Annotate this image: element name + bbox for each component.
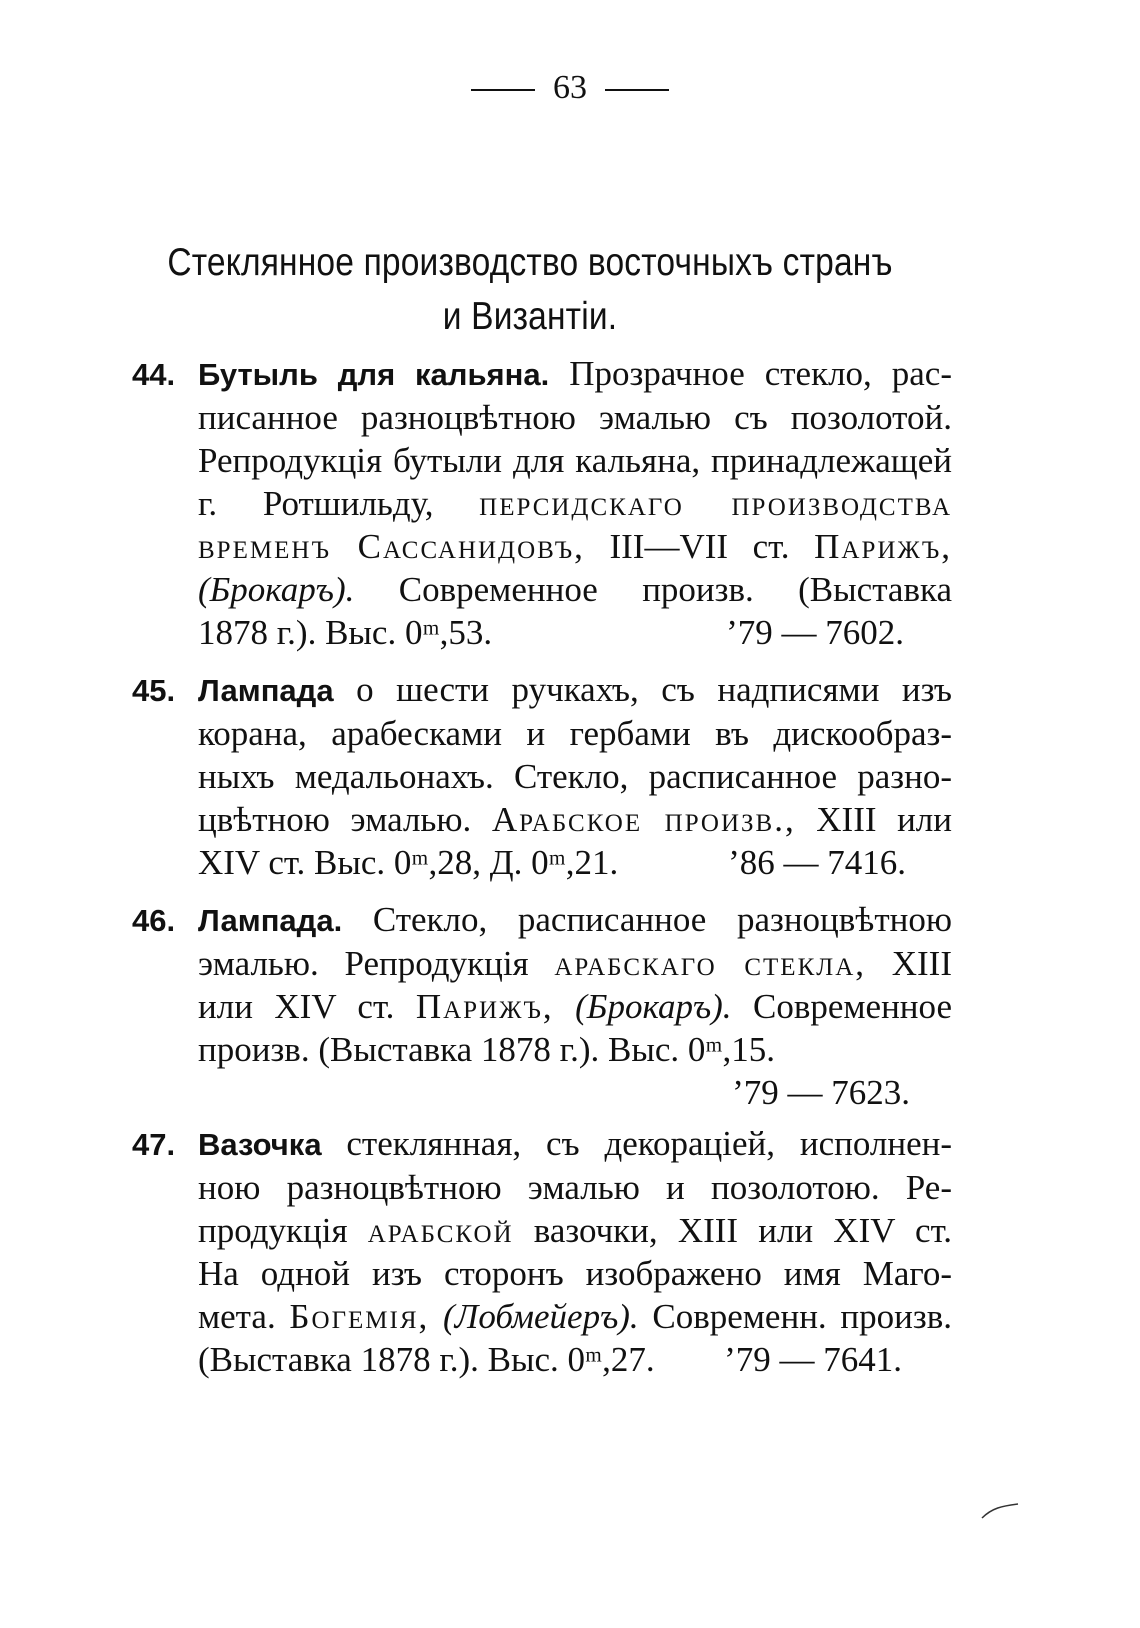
section-title-line-2: и Византіи.: [442, 295, 618, 338]
catalog-entry-46: [132, 898, 952, 1114]
entry-text: Современн. произв.: [638, 1297, 952, 1336]
entry-reference: ’79 — 7641.: [724, 1340, 902, 1379]
entry-reference: ’86 — 7416.: [728, 843, 906, 882]
entry-text: (Выставка 1878 г.). Выс. 0ᵐ,27.: [198, 1340, 655, 1379]
page-number: [0, 68, 1140, 108]
entry-reference: ’79 — 7623.: [732, 1073, 910, 1112]
entry-line: [132, 668, 952, 712]
catalog-entry-44: [132, 352, 952, 654]
entry-text: о шести ручкахъ, съ надписями изъ: [333, 670, 952, 709]
entry-term: Лампада: [198, 673, 334, 708]
entry-smallcaps: Арабское произв.,: [491, 800, 796, 839]
entry-number: 46.: [132, 903, 176, 938]
entry-text: эмалью. Репродукція: [198, 944, 555, 983]
entry-reference: ’79 — 7602.: [726, 613, 904, 652]
entry-text: 1878 г.). Выс. 0ᵐ,53.: [198, 613, 493, 652]
entry-line: [132, 942, 952, 985]
entry-text: продукція: [198, 1211, 368, 1250]
page-number-dash-right: [605, 89, 669, 91]
entry-line: [132, 352, 952, 396]
entry-line: [132, 482, 952, 525]
entry-text: г. Ротшильду,: [198, 484, 480, 523]
entry-italic: (Брокаръ).: [198, 570, 355, 609]
entry-text: Прозрачное стекло, рас-: [549, 354, 952, 393]
catalog-entry-45: [132, 668, 952, 884]
entry-line: корана, арабесками и гербами въ дискообраз-: [198, 714, 952, 753]
section-title-line-1: Стеклянное производство восточныхъ странъ: [167, 241, 893, 284]
entry-text: XIII или: [795, 800, 953, 839]
entry-line: [132, 568, 952, 611]
entry-text: мета.: [198, 1297, 290, 1336]
entry-term: Вазочка: [198, 1127, 322, 1162]
entry-line: [132, 898, 952, 942]
entry-text: или XIV ст.: [198, 987, 416, 1026]
entry-smallcaps: Богемія,: [289, 1297, 430, 1336]
page-number-dash-left: [471, 89, 535, 91]
entry-line: [132, 985, 952, 1028]
entry-text: Стекло, расписанное разноцвѣтною: [342, 900, 952, 939]
entry-text: Современное произв. (Выставка: [354, 570, 952, 609]
entry-line: [132, 1122, 952, 1166]
entry-text: цвѣтною эмалью.: [198, 800, 492, 839]
entry-line: [132, 798, 952, 841]
entry-line: произв. (Выставка 1878 г.). Выс. 0ᵐ,15.: [198, 1030, 775, 1069]
entry-line: [132, 1209, 952, 1252]
entry-number: 44.: [132, 357, 176, 392]
entry-smallcaps: арабской: [367, 1211, 514, 1250]
entry-smallcaps: персидскаго производства: [479, 484, 952, 523]
catalog-entry-47: [132, 1122, 952, 1381]
entry-text: вазочки, XIII или XIV ст.: [513, 1211, 952, 1250]
entry-line: [132, 611, 952, 654]
entry-italic: (Лобмейеръ).: [429, 1297, 639, 1336]
entry-number: 45.: [132, 673, 176, 708]
entry-term: Лампада.: [198, 903, 343, 938]
entry-line: писанное разноцвѣтною эмалью съ позолотой.: [198, 398, 952, 437]
entry-text: Современное: [731, 987, 953, 1026]
entry-text: III—VII ст.: [584, 527, 815, 566]
entry-text: XIII: [866, 944, 952, 983]
entry-term: Бутыль для кальяна.: [198, 357, 550, 392]
entry-line: [132, 1295, 952, 1338]
entry-line: [132, 841, 952, 884]
entry-smallcaps: временъ Сассанидовъ,: [198, 527, 585, 566]
entry-smallcaps: Парижъ,: [814, 527, 952, 566]
entry-text: XIV ст. Выс. 0ᵐ,28, Д. 0ᵐ,21.: [198, 843, 619, 882]
section-title: [160, 236, 900, 344]
entry-italic: (Брокаръ).: [553, 987, 732, 1026]
page-number-text: 63: [553, 69, 587, 106]
entry-line: Репродукція бутыли для кальяна, принадлежащей: [198, 441, 952, 480]
entry-line: ною разноцвѣтною эмалью и позолотою. Ре-: [198, 1168, 952, 1207]
entry-line: [132, 1338, 952, 1381]
entry-text: стеклянная, съ декорацiей, исполнен-: [321, 1124, 952, 1163]
entry-line: [132, 525, 952, 568]
entry-smallcaps: Парижъ,: [415, 987, 554, 1026]
entry-line: ныхъ медальонахъ. Стекло, расписанное разно-: [198, 757, 952, 796]
entry-smallcaps: арабскаго стекла,: [554, 944, 867, 983]
entry-line: На одной изъ сторонъ изображено имя Маго-: [198, 1254, 952, 1293]
entry-number: 47.: [132, 1127, 176, 1162]
pencil-mark: [980, 1500, 1020, 1520]
